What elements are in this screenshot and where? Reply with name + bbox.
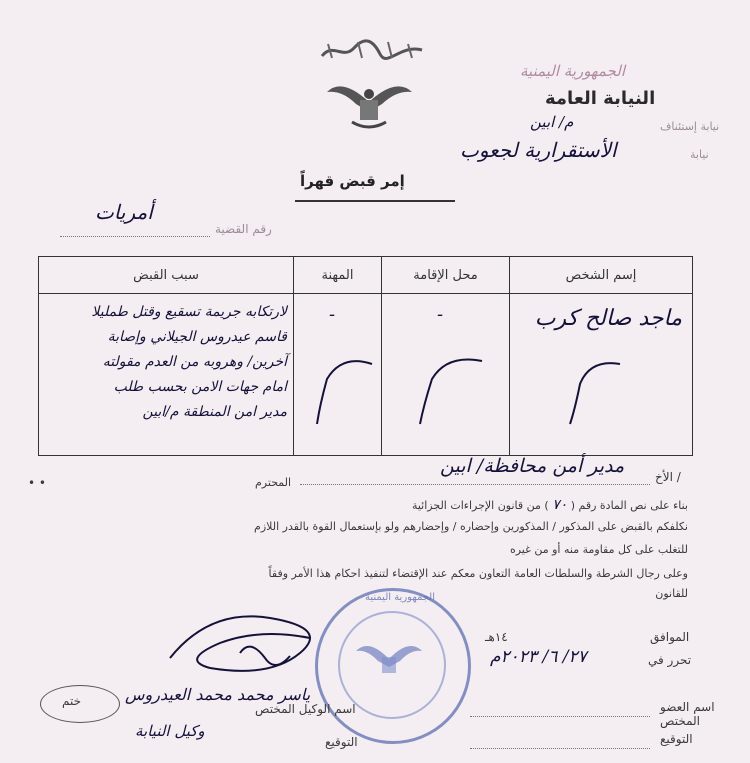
- cell-profession: [294, 294, 382, 456]
- article-number: ٧٠: [552, 497, 568, 513]
- agent-title: وكيل النيابة: [135, 722, 205, 740]
- reason-line: لارتكابه جريمة تسقيع وقتل طمليلا: [91, 304, 287, 320]
- order-line-2: نكلفكم بالقبض على المذكور / المذكورين وإحضاره / وإحضارهم ولو بإستعمال القوة بالقدر اللازم: [254, 520, 688, 533]
- header-residence: محل الإقامة: [382, 257, 510, 294]
- slash-mark-icon: [550, 354, 630, 434]
- office-label: نيابة: [690, 148, 709, 161]
- case-label: رقم القضية: [215, 222, 272, 236]
- header-reason: سبب القبض: [39, 257, 294, 294]
- cell-residence: [382, 294, 510, 456]
- basis-suffix: ) من قانون الإجراءات الجزائية: [411, 499, 549, 512]
- header-name: إسم الشخص: [510, 257, 693, 294]
- hijri-suffix: ١٤هـ: [485, 630, 508, 644]
- brother-label: الأخ /: [655, 470, 681, 484]
- stamp-text: الجمهورية اليمنية: [365, 592, 436, 603]
- profession-value: -: [329, 304, 336, 325]
- order-line-5: للقانون: [655, 587, 688, 600]
- basis-line: [412, 497, 688, 513]
- reason-text: [91, 300, 287, 425]
- emblem-calligraphy: [318, 36, 426, 64]
- stamp-eagle-icon: [353, 635, 425, 689]
- respected-label: المحترم: [255, 476, 292, 489]
- basis-prefix: بناء على نص المادة رقم (: [570, 499, 688, 512]
- addressee-dotted-line: [300, 484, 650, 485]
- signature-scrawl-icon: [150, 598, 350, 692]
- written-label: تحرر في: [648, 653, 692, 667]
- reason-line: مدير امن المنطقة م/ابين: [142, 404, 287, 420]
- order-line-4: وعلى رجال الشرطة والسلطات العامة التعاون معكم عند الإقتضاء لتنفيذ احكام هذا الأمر وفقاً: [268, 567, 688, 580]
- written-date: ٢٧/ ٦/ ٢٠٢٣م: [490, 647, 587, 667]
- slash-mark-icon: [302, 349, 377, 429]
- seal-label: ختم: [62, 694, 82, 708]
- eagle-emblem-icon: [322, 72, 417, 134]
- reason-line: قاسم عيدروس الجيلاني وإصابة: [107, 329, 287, 345]
- order-line-3: للتغلب على كل مقاومة منه أو من غيره: [509, 543, 688, 556]
- appeals-value: م/ ابين: [530, 113, 574, 131]
- agent-label: اسم الوكيل المختص: [255, 702, 356, 716]
- appeals-label: نيابة إستئناف: [660, 120, 720, 133]
- arrest-table: [38, 256, 693, 456]
- header-profession: المهنة: [294, 257, 382, 294]
- dot-mark: • •: [28, 476, 46, 490]
- case-value: أمريات: [95, 200, 153, 224]
- agent-name: ياسر محمد محمد العيدروس: [125, 685, 311, 704]
- table-header-row: [39, 257, 693, 294]
- prosecution-heading: النيابة العامة: [545, 88, 656, 109]
- corresponding-label: الموافق: [650, 630, 690, 644]
- office-value: الأستقرارية لجعوب: [460, 138, 617, 162]
- reason-line: آخرين/ وهروبه من العدم مقولته: [102, 354, 287, 370]
- table-row: [39, 294, 693, 456]
- residence-value: -: [437, 304, 444, 325]
- signature-label-left: التوقيع: [325, 735, 358, 749]
- member-dotted-line: [470, 716, 650, 717]
- title-underline: [295, 200, 455, 202]
- person-name: ماجد صالح كرب: [534, 306, 682, 331]
- cell-name: [510, 294, 693, 456]
- slash-mark-icon: [402, 349, 492, 429]
- brother-value: مدير أمن محافظة/ ابين: [440, 455, 625, 477]
- order-title: إمر قبض قهراً: [300, 172, 405, 190]
- signature-label-right: التوقيع: [660, 732, 693, 746]
- reason-line: امام جهات الامن بحسب طلب: [113, 379, 287, 395]
- case-dotted-line: [60, 236, 210, 237]
- signature-dotted-line: [470, 748, 650, 749]
- republic-heading: الجمهورية اليمنية: [520, 62, 626, 80]
- member-label: اسم العضو المختص: [660, 700, 715, 728]
- cell-reason: [39, 294, 294, 456]
